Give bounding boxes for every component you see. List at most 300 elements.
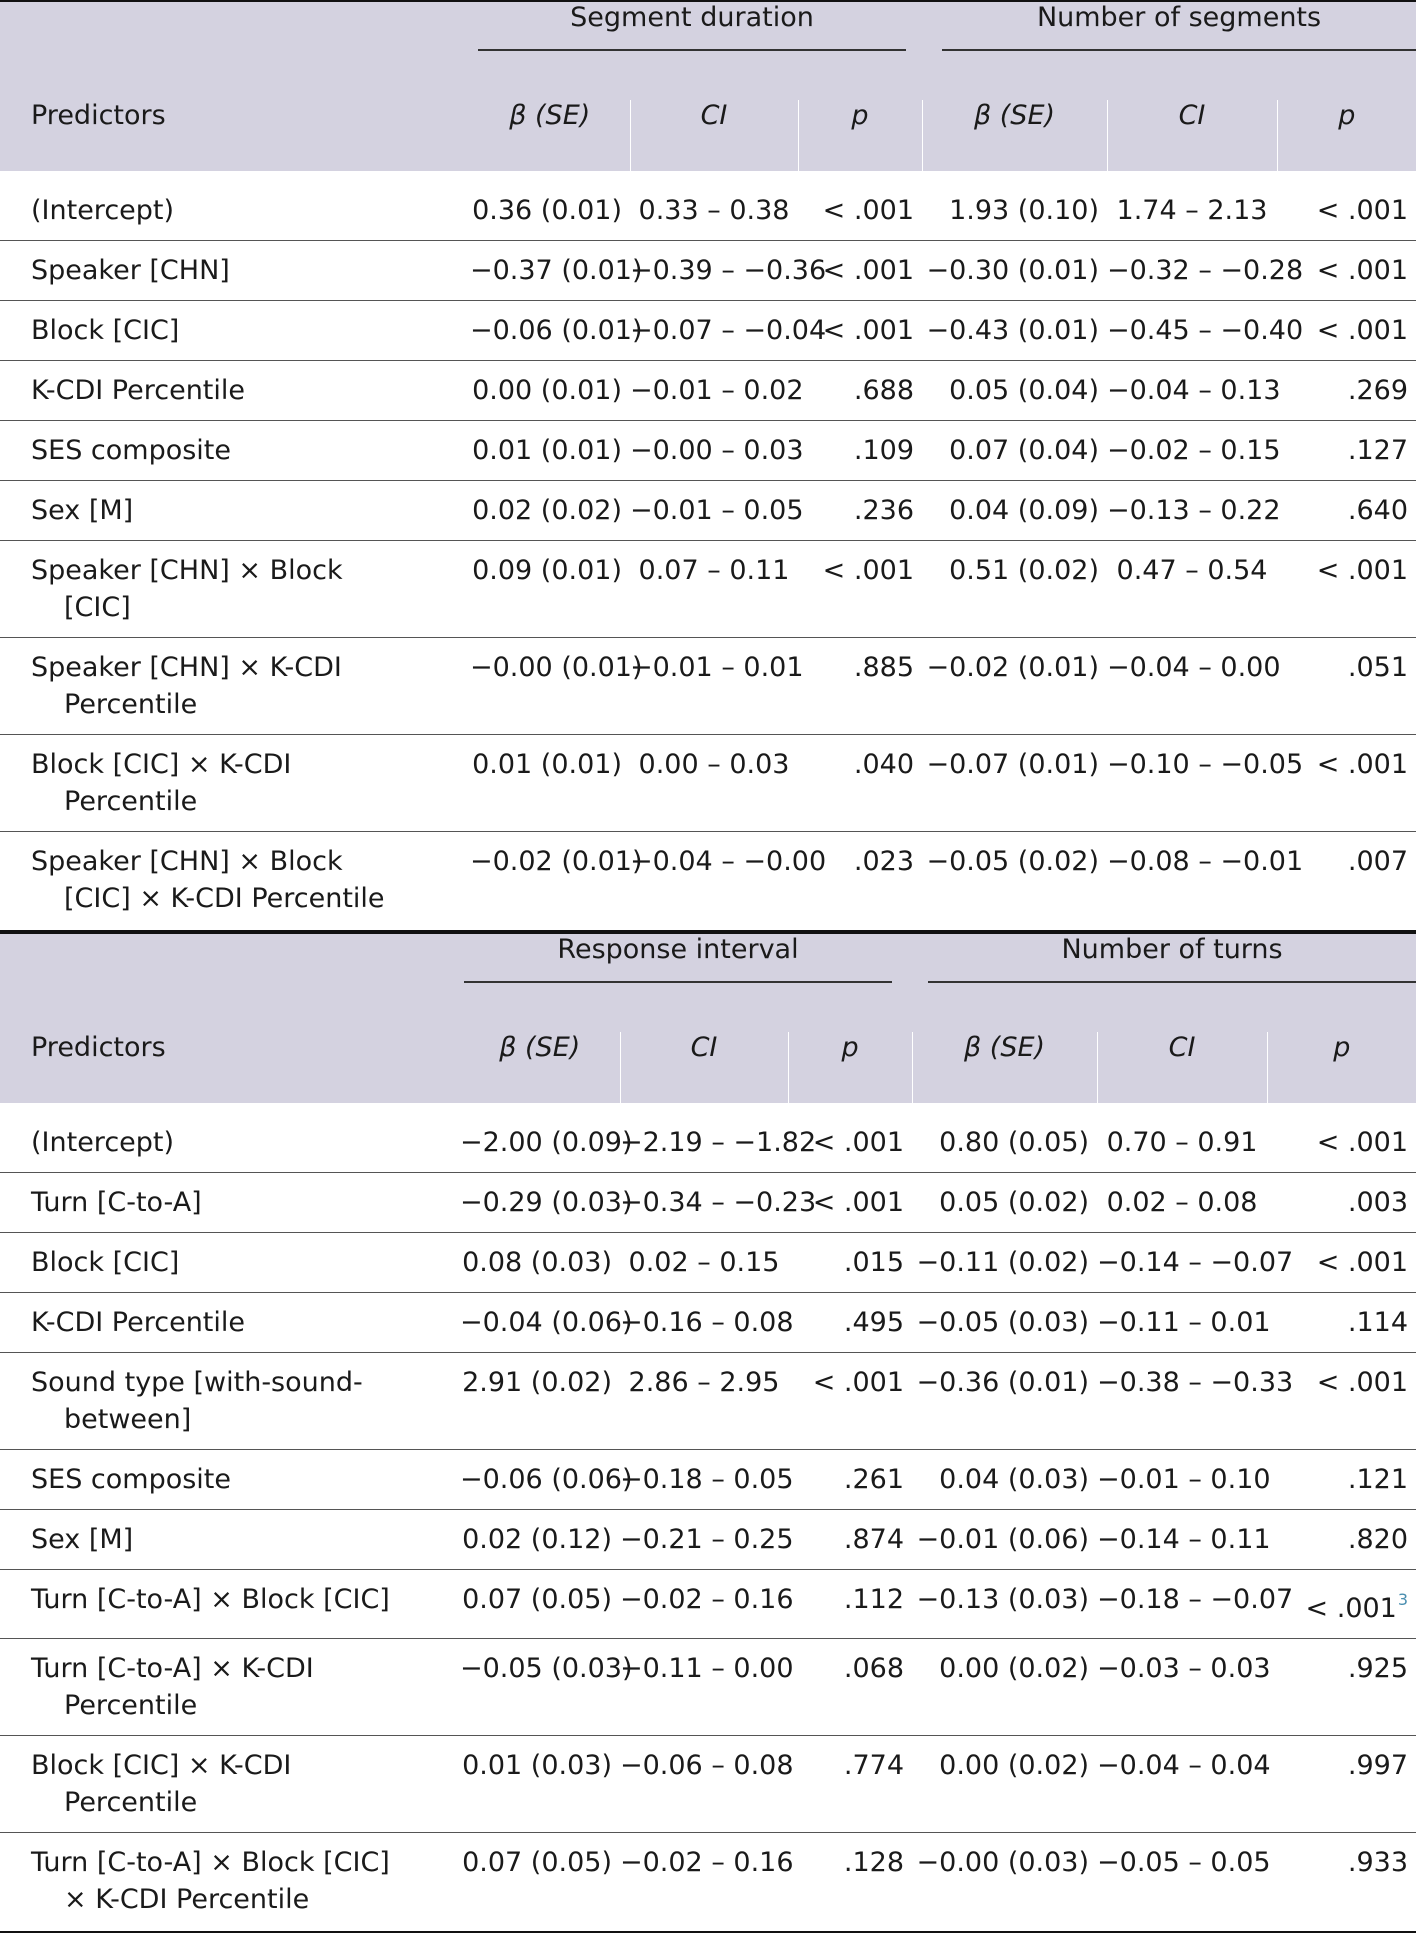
- ci-cell: [1107, 421, 1281, 481]
- p-value-cell: [1277, 481, 1416, 541]
- footnote-marker[interactable]: 3: [1397, 1590, 1409, 1609]
- p-value-cell: [788, 1353, 912, 1450]
- cell-value: −0.01 – 0.01: [630, 652, 804, 683]
- cell-value: < .001: [1316, 315, 1409, 346]
- cell-value: 2.86 – 2.95: [628, 1367, 780, 1398]
- predictor-label: Turn [C-to-A]: [31, 1187, 202, 1218]
- cell-value: .114: [1347, 1307, 1409, 1338]
- p-value-cell: [1277, 361, 1416, 421]
- ci-cell: [620, 1736, 794, 1833]
- predictor-label: [CIC]: [64, 592, 131, 623]
- ci-cell: [1097, 1639, 1271, 1736]
- beta-se-cell: [470, 361, 630, 421]
- bottom-rule: [0, 1931, 1416, 1933]
- cell-value: 0.01 (0.01): [472, 435, 622, 466]
- cell-value: .640: [1347, 495, 1409, 526]
- cell-value: .109: [853, 435, 914, 466]
- predictor-cell: [0, 241, 470, 301]
- group-header-number-of-segments: Number of segments: [942, 2, 1416, 51]
- cell-value: −0.18 – 0.05: [620, 1464, 794, 1495]
- cell-value: 0.70 – 0.91: [1106, 1127, 1258, 1158]
- cell-value: < .001: [822, 555, 914, 586]
- cell-value: −0.14 – 0.11: [1097, 1524, 1271, 1555]
- cell-value: −0.10 – −0.05: [1107, 749, 1304, 780]
- cell-value: 0.36 (0.01): [472, 195, 622, 226]
- cell-value: −0.29 (0.03): [460, 1187, 633, 1218]
- cell-value: 0.04 (0.09): [949, 495, 1099, 526]
- predictor-cell: [0, 1510, 460, 1570]
- predictor-label: Speaker [CHN] × K-CDI: [31, 652, 342, 683]
- group-header-number-of-turns: Number of turns: [928, 934, 1416, 983]
- cell-value: −0.02 – 0.16: [620, 1847, 794, 1878]
- ci-cell: [1107, 241, 1304, 301]
- cell-value: .040: [853, 749, 914, 780]
- cell-value: 0.07 – 0.11: [638, 555, 790, 586]
- p-header: p: [1267, 1032, 1416, 1103]
- predictor-cell: [0, 301, 470, 361]
- cell-value: −0.06 (0.06): [460, 1464, 633, 1495]
- ci-cell: [620, 1293, 794, 1353]
- table-row: [0, 735, 1416, 832]
- p-value-cell: [1267, 1173, 1416, 1233]
- predictor-cell: [0, 1113, 460, 1173]
- table-row: [0, 181, 1416, 241]
- ci-cell: [630, 832, 827, 929]
- ci-cell: [620, 1113, 817, 1173]
- p-value-cell: [788, 1510, 912, 1570]
- cell-value: 0.01 (0.03): [462, 1750, 612, 1781]
- cell-value: −0.32 – −0.28: [1107, 255, 1304, 286]
- cell-value: 0.09 (0.01): [472, 555, 622, 586]
- cell-value: −0.36 (0.01): [916, 1367, 1090, 1398]
- p-value-cell: [1267, 1510, 1416, 1570]
- ci-cell: [1107, 481, 1281, 541]
- predictor-label: (Intercept): [31, 195, 175, 226]
- p-value-cell: [1267, 1293, 1416, 1353]
- ci-cell: [1107, 832, 1304, 929]
- beta-se-cell: [470, 241, 643, 301]
- predictor-label: Percentile: [64, 786, 198, 817]
- table-row: [0, 1113, 1416, 1173]
- table-row: [0, 361, 1416, 421]
- beta-se-cell: [912, 1510, 1097, 1570]
- cell-value: 0.47 – 0.54: [1116, 555, 1268, 586]
- ci-cell: [630, 361, 804, 421]
- cell-value: .003: [1347, 1187, 1409, 1218]
- predictor-label: SES composite: [31, 1464, 232, 1495]
- table-row: [0, 1353, 1416, 1450]
- cell-value: −0.21 – 0.25: [620, 1524, 794, 1555]
- cell-value: −0.01 – 0.05: [630, 495, 804, 526]
- p-value-cell: [1267, 1833, 1416, 1930]
- ci-cell: [1107, 301, 1304, 361]
- turn-table: [0, 934, 1416, 1929]
- predictor-cell: [0, 541, 470, 638]
- p-header: p: [798, 100, 922, 171]
- ci-cell: [1097, 1353, 1294, 1450]
- predictor-cell: [0, 638, 470, 735]
- p-value-cell: [798, 181, 922, 241]
- p-value-cell: [798, 361, 922, 421]
- ci-cell: [1107, 541, 1277, 638]
- cell-value: .236: [853, 495, 914, 526]
- cell-value: 2.91 (0.02): [462, 1367, 612, 1398]
- cell-value: < .001: [822, 195, 914, 226]
- ci-cell: [1097, 1736, 1271, 1833]
- cell-value: .068: [843, 1653, 905, 1684]
- table-row: [0, 1173, 1416, 1233]
- cell-value: .495: [843, 1307, 905, 1338]
- column-header-row: [0, 1032, 1416, 1103]
- cell-value: .015: [843, 1247, 905, 1278]
- beta-header: β (SE): [912, 1032, 1097, 1103]
- cell-value: < .001: [812, 1127, 905, 1158]
- cell-value: .023: [853, 846, 914, 877]
- p-value-cell: [788, 1450, 912, 1510]
- predictor-cell: [0, 361, 470, 421]
- beta-se-cell: [460, 1639, 633, 1736]
- cell-value: .925: [1347, 1653, 1409, 1684]
- cell-value: −0.02 – 0.16: [620, 1584, 794, 1615]
- p-value-cell: [798, 735, 922, 832]
- cell-value: 0.33 – 0.38: [638, 195, 790, 226]
- cell-value: −0.00 – 0.03: [630, 435, 804, 466]
- predictor-label: Sex [M]: [31, 495, 134, 526]
- cell-value: 0.51 (0.02): [949, 555, 1099, 586]
- cell-value: −0.05 (0.02): [926, 846, 1099, 877]
- group-header-segment-duration: Segment duration: [478, 2, 906, 51]
- cell-value: 0.02 (0.12): [462, 1524, 612, 1555]
- predictor-cell: [0, 1833, 460, 1930]
- beta-se-cell: [922, 735, 1107, 832]
- cell-value: < .001: [1316, 195, 1409, 226]
- beta-se-cell: [460, 1173, 633, 1233]
- p-value-cell: [798, 481, 922, 541]
- p-value-cell: [1267, 1736, 1416, 1833]
- predictor-label: Block [CIC] × K-CDI: [31, 1750, 292, 1781]
- ci-cell: [630, 638, 804, 735]
- beta-se-cell: [470, 638, 643, 735]
- cell-value: −0.38 – −0.33: [1097, 1367, 1294, 1398]
- cell-value: −0.11 – 0.00: [620, 1653, 794, 1684]
- cell-value: −0.00 (0.03): [916, 1847, 1090, 1878]
- ci-header: CI: [630, 100, 798, 171]
- cell-value: −0.01 – 0.02: [630, 375, 804, 406]
- ci-header: CI: [620, 1032, 788, 1103]
- table-row: [0, 1570, 1416, 1639]
- p-value-cell: [798, 541, 922, 638]
- cell-value: 1.74 – 2.13: [1116, 195, 1268, 226]
- beta-se-cell: [912, 1639, 1097, 1736]
- ci-cell: [1097, 1510, 1271, 1570]
- predictor-label: [CIC] × K-CDI Percentile: [64, 883, 385, 914]
- cell-value: −0.13 (0.03): [916, 1584, 1090, 1615]
- p-value-cell: [798, 638, 922, 735]
- beta-se-cell: [470, 181, 630, 241]
- table-row: [0, 541, 1416, 638]
- cell-value: −0.01 (0.06): [916, 1524, 1090, 1555]
- cell-value: 0.80 (0.05): [939, 1127, 1090, 1158]
- predictor-cell: [0, 735, 470, 832]
- cell-value: −0.34 – −0.23: [620, 1187, 817, 1218]
- cell-value: .885: [853, 652, 914, 683]
- predictor-label: Percentile: [64, 689, 198, 720]
- ci-cell: [1097, 1293, 1271, 1353]
- beta-se-cell: [922, 241, 1107, 301]
- cell-value: .688: [853, 375, 914, 406]
- predictors-header: Predictors: [0, 1032, 460, 1103]
- ci-header: CI: [1097, 1032, 1267, 1103]
- cell-value: −0.16 – 0.08: [620, 1307, 794, 1338]
- cell-value: .128: [843, 1847, 905, 1878]
- beta-se-cell: [912, 1450, 1097, 1510]
- beta-se-cell: [460, 1293, 633, 1353]
- cell-value: −0.04 – 0.04: [1097, 1750, 1271, 1781]
- beta-header: β (SE): [460, 1032, 620, 1103]
- cell-value: −0.02 (0.01): [926, 652, 1099, 683]
- table-row: [0, 1450, 1416, 1510]
- predictor-label: Turn [C-to-A] × Block [CIC]: [31, 1847, 390, 1878]
- cell-value: −0.02 (0.01): [470, 846, 643, 877]
- cell-value: −0.30 (0.01): [926, 255, 1099, 286]
- predictor-cell: [0, 1353, 460, 1450]
- p-value-cell: [1277, 541, 1416, 638]
- cell-value: −2.19 – −1.82: [620, 1127, 817, 1158]
- cell-value: 0.07 (0.05): [462, 1847, 612, 1878]
- p-value-cell: [788, 1833, 912, 1930]
- cell-value: −0.00 (0.01): [470, 652, 643, 683]
- table-row: [0, 1736, 1416, 1833]
- p-value-cell: [1277, 181, 1416, 241]
- beta-se-cell: [470, 832, 643, 929]
- cell-value: −0.03 – 0.03: [1097, 1653, 1271, 1684]
- predictor-label: Percentile: [64, 1690, 198, 1721]
- p-value-cell: [788, 1570, 912, 1639]
- cell-value: −0.02 – 0.15: [1107, 435, 1281, 466]
- cell-value: 0.00 (0.01): [472, 375, 622, 406]
- ci-cell: [630, 541, 798, 638]
- ci-cell: [620, 1233, 788, 1293]
- cell-value: −0.11 (0.02): [916, 1247, 1090, 1278]
- p-value-cell: [1277, 421, 1416, 481]
- cell-value: 0.07 (0.05): [462, 1584, 612, 1615]
- cell-value: .774: [843, 1750, 905, 1781]
- ci-cell: [1097, 1450, 1271, 1510]
- cell-value: −0.13 – 0.22: [1107, 495, 1281, 526]
- table-row: [0, 1510, 1416, 1570]
- beta-se-cell: [470, 735, 630, 832]
- cell-value: .007: [1347, 846, 1409, 877]
- cell-value: −0.07 – −0.04: [630, 315, 827, 346]
- beta-header: β (SE): [470, 100, 630, 171]
- beta-se-cell: [470, 421, 630, 481]
- p-value-cell: [788, 1736, 912, 1833]
- p-value-cell: [798, 421, 922, 481]
- cell-value: 0.00 (0.02): [939, 1750, 1090, 1781]
- cell-value: .051: [1347, 652, 1409, 683]
- ci-cell: [1097, 1113, 1267, 1173]
- predictor-label: Turn [C-to-A] × K-CDI: [31, 1653, 314, 1684]
- cell-value: < .001: [812, 1187, 905, 1218]
- ci-cell: [620, 1570, 794, 1639]
- cell-value: < .001: [1305, 1593, 1397, 1624]
- predictor-cell: [0, 421, 470, 481]
- predictor-cell: [0, 1736, 460, 1833]
- ci-cell: [1107, 181, 1277, 241]
- cell-value: 0.02 – 0.08: [1106, 1187, 1258, 1218]
- beta-se-cell: [922, 421, 1107, 481]
- ci-cell: [1107, 735, 1304, 832]
- cell-value: −0.18 – −0.07: [1097, 1584, 1294, 1615]
- table-row: [0, 832, 1416, 929]
- predictor-label: between]: [64, 1404, 192, 1435]
- cell-value: 0.02 (0.02): [472, 495, 622, 526]
- cell-value: −0.05 (0.03): [460, 1653, 633, 1684]
- beta-se-cell: [922, 541, 1107, 638]
- predictor-label: K-CDI Percentile: [31, 1307, 246, 1338]
- cell-value: −0.06 (0.01): [470, 315, 643, 346]
- predictor-cell: [0, 1173, 460, 1233]
- beta-se-cell: [470, 301, 643, 361]
- cell-value: < .001: [1316, 1127, 1409, 1158]
- ci-cell: [620, 1353, 788, 1450]
- cell-value: −0.07 (0.01): [926, 749, 1099, 780]
- cell-value: −0.06 – 0.08: [620, 1750, 794, 1781]
- cell-value: −0.11 – 0.01: [1097, 1307, 1271, 1338]
- predictor-label: Speaker [CHN] × Block: [31, 846, 343, 877]
- cell-value: .121: [1347, 1464, 1409, 1495]
- p-value-cell: [1267, 1639, 1416, 1736]
- cell-value: 1.93 (0.10): [949, 195, 1099, 226]
- cell-value: .112: [843, 1584, 905, 1615]
- table-row: [0, 301, 1416, 361]
- cell-value: 0.02 – 0.15: [628, 1247, 780, 1278]
- cell-value: −2.00 (0.09): [460, 1127, 633, 1158]
- group-header-row: [0, 2, 1416, 100]
- cell-value: < .001: [1316, 1247, 1409, 1278]
- cell-value: 0.08 (0.03): [462, 1247, 612, 1278]
- p-value-cell: [788, 1293, 912, 1353]
- cell-value: −0.37 (0.01): [470, 255, 643, 286]
- table-row: [0, 1833, 1416, 1930]
- beta-se-cell: [922, 181, 1107, 241]
- beta-se-cell: [460, 1833, 620, 1930]
- ci-cell: [630, 481, 804, 541]
- predictor-label: SES composite: [31, 435, 232, 466]
- beta-se-cell: [922, 361, 1107, 421]
- predictor-label: Sex [M]: [31, 1524, 134, 1555]
- ci-cell: [620, 1173, 817, 1233]
- cell-value: 0.04 (0.03): [939, 1464, 1090, 1495]
- beta-se-cell: [912, 1173, 1097, 1233]
- cell-value: −0.04 – −0.00: [630, 846, 827, 877]
- table-row: [0, 241, 1416, 301]
- cell-value: .127: [1347, 435, 1409, 466]
- beta-se-cell: [912, 1736, 1097, 1833]
- ci-cell: [630, 735, 798, 832]
- ci-cell: [1097, 1173, 1267, 1233]
- ci-cell: [620, 1833, 794, 1930]
- beta-se-cell: [922, 832, 1107, 929]
- beta-se-cell: [460, 1353, 620, 1450]
- cell-value: 0.01 (0.01): [472, 749, 622, 780]
- cell-value: 0.00 – 0.03: [638, 749, 790, 780]
- predictor-label: Block [CIC]: [31, 1247, 180, 1278]
- predictor-cell: [0, 832, 470, 929]
- predictor-cell: [0, 1233, 460, 1293]
- ci-header: CI: [1107, 100, 1277, 171]
- beta-se-cell: [912, 1113, 1097, 1173]
- beta-se-cell: [460, 1113, 633, 1173]
- table-row: [0, 1293, 1416, 1353]
- cell-value: −0.39 – −0.36: [630, 255, 827, 286]
- p-value-cell: [788, 1639, 912, 1736]
- p-value-cell: [1267, 1450, 1416, 1510]
- beta-se-cell: [460, 1510, 620, 1570]
- segment-table: [0, 2, 1416, 928]
- p-value-cell: [1277, 638, 1416, 735]
- beta-header: β (SE): [922, 100, 1107, 171]
- cell-value: −0.04 – 0.00: [1107, 652, 1281, 683]
- beta-se-cell: [912, 1570, 1097, 1639]
- cell-value: −0.08 – −0.01: [1107, 846, 1304, 877]
- cell-value: 0.00 (0.02): [939, 1653, 1090, 1684]
- cell-value: 0.05 (0.02): [939, 1187, 1090, 1218]
- cell-value: −0.01 – 0.10: [1097, 1464, 1271, 1495]
- predictor-cell: [0, 1639, 460, 1736]
- cell-value: .874: [843, 1524, 905, 1555]
- ci-cell: [630, 301, 827, 361]
- predictor-label: Speaker [CHN] × Block: [31, 555, 343, 586]
- cell-value: < .001: [822, 255, 914, 286]
- cell-value: .933: [1347, 1847, 1409, 1878]
- beta-se-cell: [912, 1353, 1097, 1450]
- predictor-cell: [0, 481, 470, 541]
- cell-value: < .001: [1316, 555, 1409, 586]
- beta-se-cell: [460, 1570, 620, 1639]
- cell-value: < .001: [1316, 1367, 1409, 1398]
- predictor-label: Block [CIC] × K-CDI: [31, 749, 292, 780]
- beta-se-cell: [460, 1736, 620, 1833]
- cell-value: .820: [1347, 1524, 1409, 1555]
- beta-se-cell: [912, 1293, 1097, 1353]
- beta-se-cell: [470, 541, 630, 638]
- ci-cell: [630, 421, 804, 481]
- group-header-row: [0, 934, 1416, 1032]
- p-value-cell: [1267, 1113, 1416, 1173]
- ci-cell: [630, 241, 827, 301]
- predictors-header: Predictors: [0, 100, 470, 171]
- p-header: p: [1277, 100, 1416, 171]
- beta-se-cell: [922, 638, 1107, 735]
- ci-cell: [1107, 361, 1281, 421]
- cell-value: −0.04 (0.06): [460, 1307, 633, 1338]
- ci-cell: [630, 181, 798, 241]
- predictor-cell: [0, 1293, 460, 1353]
- table-row: [0, 1639, 1416, 1736]
- predictor-label: Speaker [CHN]: [31, 255, 230, 286]
- table-row: [0, 638, 1416, 735]
- ci-cell: [620, 1639, 794, 1736]
- ci-cell: [1107, 638, 1281, 735]
- ci-cell: [1097, 1233, 1294, 1293]
- predictor-label: Sound type [with-sound-: [31, 1367, 363, 1398]
- group-header-response-interval: Response interval: [464, 934, 892, 983]
- beta-se-cell: [460, 1450, 633, 1510]
- ci-cell: [1097, 1833, 1271, 1930]
- column-header-row: [0, 100, 1416, 171]
- predictor-label: × K-CDI Percentile: [64, 1884, 310, 1915]
